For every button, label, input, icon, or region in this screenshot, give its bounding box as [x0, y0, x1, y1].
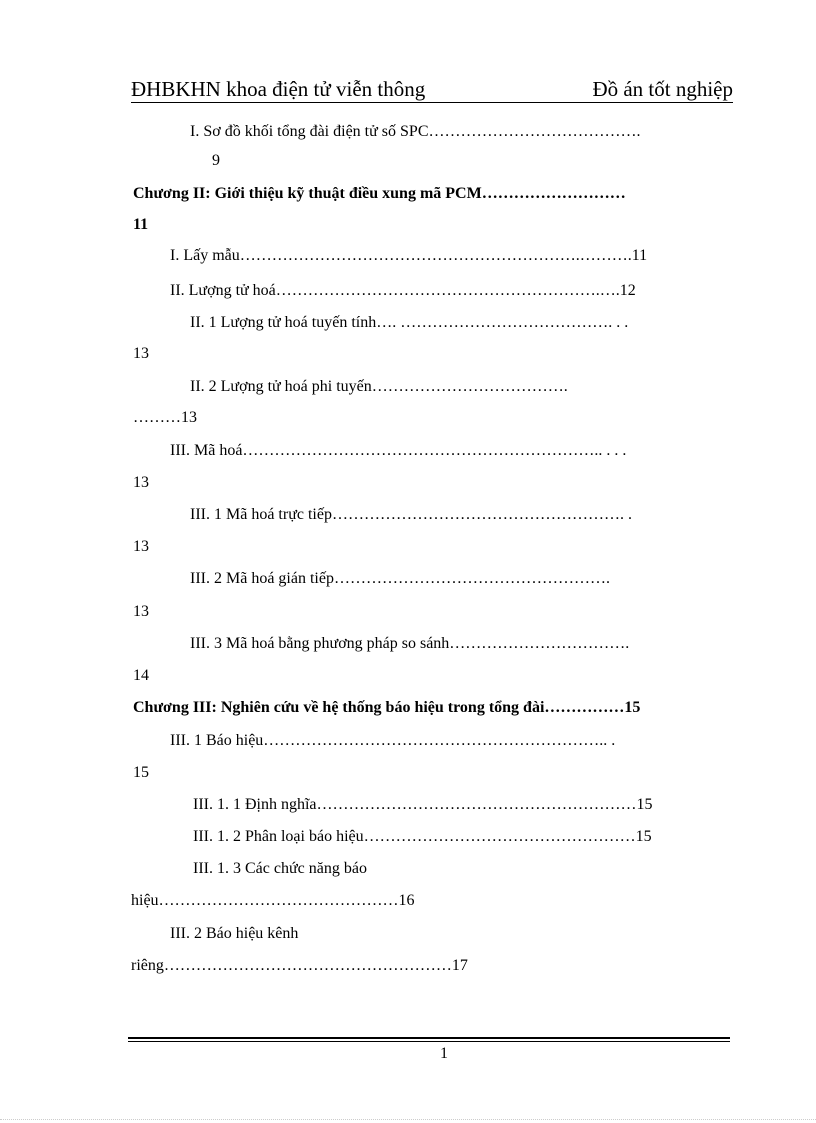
toc-chapter-line: Chương III: Nghiên cứu về hệ thống báo hiệu trong tổng đài……………15 — [133, 699, 641, 716]
toc-chapter-line: 11 — [133, 216, 149, 233]
toc-line: 9 — [212, 152, 220, 169]
toc-line: 13 — [133, 603, 149, 620]
toc-line: II. Lượng tử hoá…………………………………………………….….12 — [170, 282, 636, 299]
toc-line: III. 1. 1 Định nghĩa……………………………………………………15 — [193, 796, 653, 813]
toc-line: III. 3 Mã hoá bằng phương pháp so sánh……………………………. — [190, 635, 630, 652]
toc-line: I. Lấy mẫu……………………………………………………….……….11 — [170, 247, 648, 264]
toc-line: ………13 — [133, 409, 197, 426]
toc-line: 13 — [133, 538, 149, 555]
toc-line: III. 2 Mã hoá gián tiếp……………………………………………. — [190, 570, 610, 587]
toc-line: 13 — [133, 345, 149, 362]
toc-line: III. 1 Báo hiệu……………………………………………………….. . — [170, 732, 616, 749]
toc-chapter-line: Chương II: Giới thiệu kỹ thuật điều xung mã PCM……………………… — [133, 185, 626, 202]
toc-line: III. Mã hoá………………………………………………………….. . . . — [170, 442, 627, 459]
page-edge-divider — [0, 1119, 816, 1120]
toc-line: II. 2 Lượng tử hoá phi tuyến………………………………. — [190, 378, 568, 395]
page-number: 1 — [440, 1045, 448, 1062]
footer-rule-thin — [128, 1041, 730, 1042]
toc-line: II. 1 Lượng tử hoá tuyến tính…. …………………………………. . . — [190, 314, 629, 331]
page-header — [131, 76, 733, 103]
toc-line: I. Sơ đồ khối tổng đài điện tử số SPC…………………………………. — [190, 123, 641, 140]
footer-rule-thick — [128, 1037, 730, 1039]
toc-line: III. 1. 3 Các chức năng báo — [193, 860, 367, 877]
toc-line: riêng………………………………………………17 — [131, 957, 468, 974]
toc-line: III. 1 Mã hoá trực tiếp………………………………………………. . — [190, 506, 632, 523]
toc-line: 15 — [133, 764, 149, 781]
toc-line: III. 1. 2 Phân loại báo hiệu……………………………………………15 — [193, 828, 652, 845]
toc-line: 13 — [133, 474, 149, 491]
toc-line: 14 — [133, 667, 149, 684]
toc-line: hiệu………………………………………16 — [131, 892, 415, 909]
header-right-text: Đồ án tốt nghiệp — [592, 77, 733, 101]
toc-line: III. 2 Báo hiệu kênh — [170, 925, 299, 942]
header-left-text: ĐHBKHN khoa điện tử viễn thông — [131, 77, 426, 101]
